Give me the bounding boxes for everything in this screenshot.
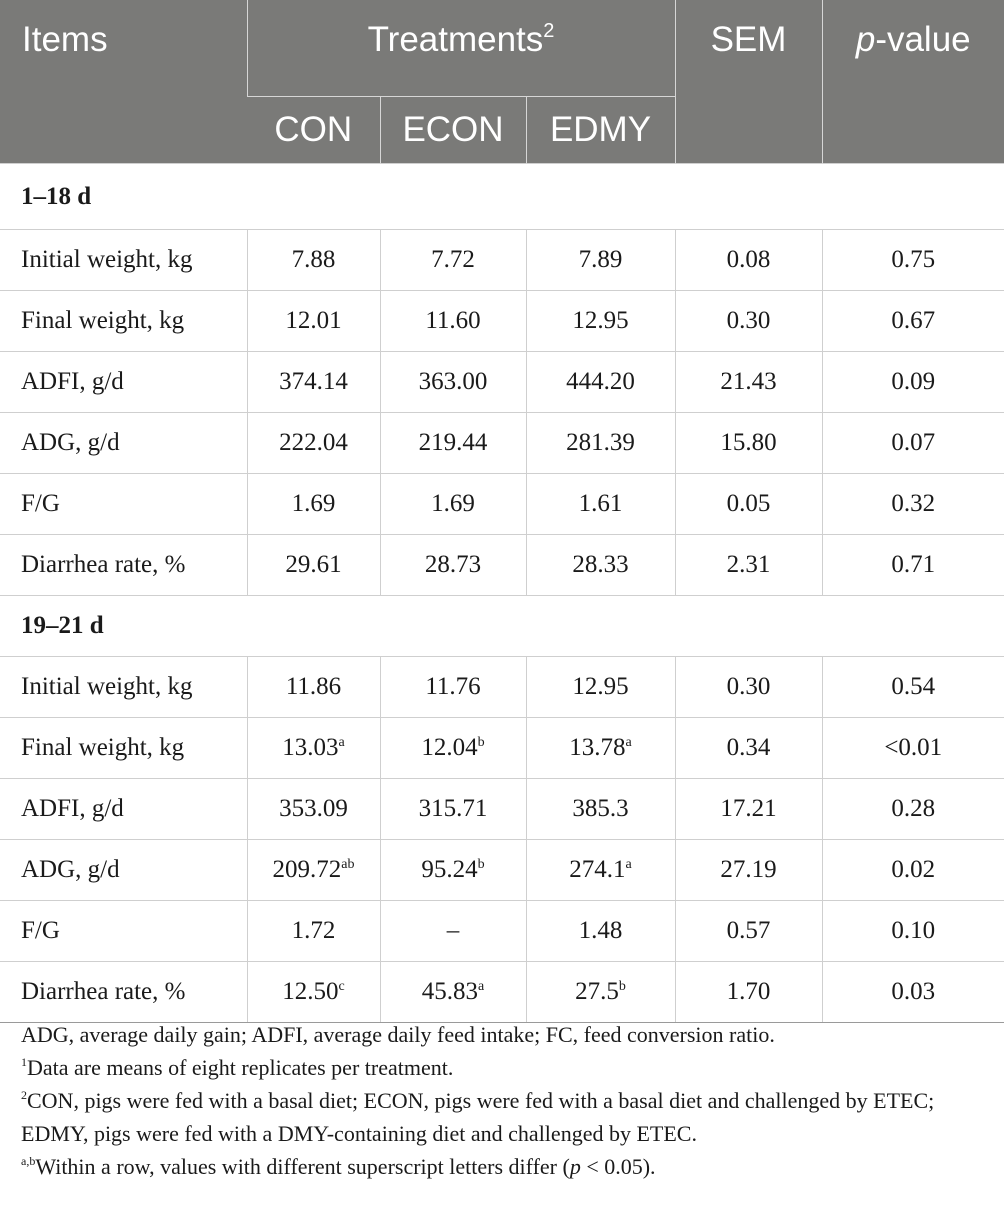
cell-econ: 315.71: [380, 779, 526, 840]
cell-sem: 0.57: [675, 901, 822, 962]
table-row: [0, 352, 1004, 413]
cell-edmy: 28.33: [526, 535, 675, 596]
cell-edmy: 274.1$^a$: [526, 840, 675, 901]
cell-edmy: 12.95: [526, 291, 675, 352]
row-item: ADG, g/d: [0, 413, 247, 474]
row-item: ADFI, g/d: [0, 779, 247, 840]
cell-pvalue: 0.54: [822, 657, 1004, 718]
cell-con: 13.03$^a$: [247, 718, 380, 779]
cell-econ: 45.83$^a$: [380, 962, 526, 1023]
cell-edmy: 385.3: [526, 779, 675, 840]
header-items: Items: [0, 0, 247, 164]
cell-con: 11.86: [247, 657, 380, 718]
cell-sem: 0.08: [675, 230, 822, 291]
cell-econ: 12.04$^b$: [380, 718, 526, 779]
table-row: [0, 474, 1004, 535]
cell-edmy: 281.39: [526, 413, 675, 474]
row-item: Final weight, kg: [0, 718, 247, 779]
section-title: 1–18 d: [0, 164, 1004, 230]
cell-sem: 15.80: [675, 413, 822, 474]
cell-sem: 0.30: [675, 291, 822, 352]
footnote-2: $^2$CON, pigs were fed with a basal diet; ECON, pigs were fed with a basal diet and challenged by ETEC; EDMY, pigs were fed with a DMY-containing diet and challenged by ETEC.: [21, 1088, 935, 1146]
cell-edmy: 7.89: [526, 230, 675, 291]
cell-econ: 11.60: [380, 291, 526, 352]
cell-pvalue: <0.01: [822, 718, 1004, 779]
cell-pvalue: 0.02: [822, 840, 1004, 901]
table-row: [0, 718, 1004, 779]
header-pvalue: p-value: [822, 0, 1004, 164]
row-item: ADFI, g/d: [0, 352, 247, 413]
cell-con: 209.72$^{ab}$: [247, 840, 380, 901]
row-item: F/G: [0, 901, 247, 962]
cell-con: 1.69: [247, 474, 380, 535]
row-item: Final weight, kg: [0, 291, 247, 352]
cell-sem: 27.19: [675, 840, 822, 901]
table-row: [0, 779, 1004, 840]
cell-edmy: 1.61: [526, 474, 675, 535]
table-row: [0, 230, 1004, 291]
header-treatments: Treatments$^2$: [247, 0, 675, 97]
row-item: Initial weight, kg: [0, 657, 247, 718]
table-row: [0, 657, 1004, 718]
section-row: [0, 164, 1004, 230]
section-row: [0, 596, 1004, 657]
table-header: [0, 0, 1004, 164]
cell-sem: 21.43: [675, 352, 822, 413]
cell-edmy: 13.78$^a$: [526, 718, 675, 779]
cell-con: 12.01: [247, 291, 380, 352]
cell-sem: 0.30: [675, 657, 822, 718]
cell-econ: 95.24$^b$: [380, 840, 526, 901]
cell-econ: 1.69: [380, 474, 526, 535]
cell-econ: 7.72: [380, 230, 526, 291]
row-item: Diarrhea rate, %: [0, 535, 247, 596]
cell-con: 12.50$^c$: [247, 962, 380, 1023]
cell-econ: 11.76: [380, 657, 526, 718]
cell-edmy: 444.20: [526, 352, 675, 413]
cell-sem: 1.70: [675, 962, 822, 1023]
row-item: ADG, g/d: [0, 840, 247, 901]
footnote-significance: $^{a,b}$Within a row, values with different superscript letters differ (p < 0.05).: [21, 1154, 656, 1179]
header-econ: ECON: [380, 97, 526, 164]
footnote-abbreviations: ADG, average daily gain; ADFI, average daily feed intake; FC, feed conversion ratio.: [21, 1022, 775, 1047]
cell-con: 29.61: [247, 535, 380, 596]
header-treatments-footnote-mark: 2: [543, 20, 555, 42]
cell-edmy: 27.5$^b$: [526, 962, 675, 1023]
header-sem: SEM: [675, 0, 822, 164]
cell-econ: 28.73: [380, 535, 526, 596]
row-item: Initial weight, kg: [0, 230, 247, 291]
cell-con: 1.72: [247, 901, 380, 962]
footnote-1: $^1$Data are means of eight replicates per treatment.: [21, 1055, 454, 1080]
table-row: [0, 901, 1004, 962]
cell-con: 222.04: [247, 413, 380, 474]
table-row: [0, 962, 1004, 1023]
cell-con: 374.14: [247, 352, 380, 413]
cell-econ: 363.00: [380, 352, 526, 413]
table-body: [0, 164, 1004, 1023]
cell-pvalue: 0.03: [822, 962, 1004, 1023]
table-row: [0, 535, 1004, 596]
cell-pvalue: 0.07: [822, 413, 1004, 474]
cell-econ: 219.44: [380, 413, 526, 474]
cell-pvalue: 0.67: [822, 291, 1004, 352]
header-con: CON: [247, 97, 380, 164]
cell-pvalue: 0.28: [822, 779, 1004, 840]
cell-edmy: 12.95: [526, 657, 675, 718]
table-row: [0, 291, 1004, 352]
table-footnotes: [21, 1018, 996, 1183]
cell-sem: 2.31: [675, 535, 822, 596]
row-item: F/G: [0, 474, 247, 535]
cell-con: 353.09: [247, 779, 380, 840]
cell-pvalue: 0.32: [822, 474, 1004, 535]
cell-pvalue: 0.10: [822, 901, 1004, 962]
cell-pvalue: 0.71: [822, 535, 1004, 596]
header-edmy: EDMY: [526, 97, 675, 164]
table-row: [0, 413, 1004, 474]
cell-pvalue: 0.75: [822, 230, 1004, 291]
table-row: [0, 840, 1004, 901]
cell-sem: 17.21: [675, 779, 822, 840]
section-title: 19–21 d: [0, 596, 1004, 657]
row-item: Diarrhea rate, %: [0, 962, 247, 1023]
cell-con: 7.88: [247, 230, 380, 291]
cell-sem: 0.05: [675, 474, 822, 535]
cell-econ: –: [380, 901, 526, 962]
cell-pvalue: 0.09: [822, 352, 1004, 413]
cell-edmy: 1.48: [526, 901, 675, 962]
cell-sem: 0.34: [675, 718, 822, 779]
